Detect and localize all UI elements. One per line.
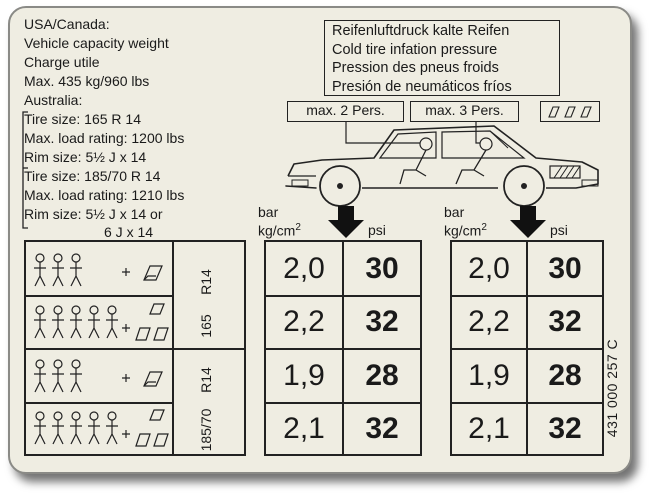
- tire-label-r14-a: R14: [198, 269, 214, 295]
- luggage-icon: [150, 304, 164, 314]
- title-en: Cold tire infation pressure: [332, 41, 498, 58]
- load-rating-2: Max. load rating: 1210 lbs: [24, 187, 185, 203]
- tire-label-185: 185/70: [198, 408, 214, 452]
- front-bar-3: 1,9: [283, 359, 325, 392]
- person-icon: [52, 254, 64, 286]
- luggage-icon: [144, 266, 162, 280]
- luggage-icon: [543, 103, 599, 121]
- luggage-icon: [150, 410, 164, 420]
- rear-bar-1: 2,0: [468, 251, 510, 285]
- load-row-5p-3l: [30, 298, 170, 348]
- rear-psi-4: 32: [548, 411, 582, 445]
- luggage-icon: [144, 372, 162, 386]
- person-icon: [106, 412, 118, 444]
- front-psi-1: 30: [365, 251, 399, 285]
- front-pressure-table: [264, 240, 422, 456]
- person-icon: [52, 412, 64, 444]
- tire-label-r14-b: R14: [198, 367, 214, 393]
- part-number: 431 000 257 C: [604, 338, 620, 438]
- max-load: Max. 435 kg/960 lbs: [24, 73, 150, 89]
- person-icon: [70, 360, 82, 392]
- person-icon: [52, 360, 64, 392]
- rear-psi-1: 30: [548, 251, 582, 285]
- person-icon: [70, 254, 82, 286]
- person-icon: [106, 306, 118, 338]
- australia-bracket: [20, 110, 30, 230]
- arrow-down-icon: [326, 206, 366, 240]
- title-es: Presión de neumáticos fríos: [332, 78, 512, 95]
- luggage-icon: [136, 328, 150, 340]
- load-row-3p-1l-b: [30, 352, 170, 402]
- tire-size-1: Tire size: 165 R 14: [24, 111, 141, 127]
- front-bar-2: 2,2: [283, 305, 325, 338]
- front-unit-kgcm2: $kg/cm^2$: [258, 222, 301, 239]
- title-fr: Pression des pneus froids: [332, 60, 499, 76]
- front-bar-1: 2,0: [283, 251, 325, 285]
- rim-size-1: Rim size: 5½ J x 14: [24, 149, 147, 165]
- rear-psi-2: 32: [548, 305, 582, 338]
- rear-unit-bar: bar: [444, 204, 465, 220]
- rear-bar-4: 2,1: [468, 411, 510, 445]
- rear-unit-psi: psi: [550, 222, 568, 238]
- load-table: [24, 240, 246, 456]
- person-icon: [88, 412, 100, 444]
- luggage-icon: [154, 328, 168, 340]
- two-persons-box: max. 2 Pers.: [287, 101, 404, 122]
- front-psi-2: 32: [365, 305, 399, 338]
- rim-size-2-alt: 6 J x 14: [104, 224, 154, 240]
- charge-utile: Charge utile: [24, 54, 100, 70]
- person-icon: [34, 254, 46, 286]
- front-unit-bar: bar: [258, 204, 279, 220]
- front-psi-4: 32: [365, 411, 399, 445]
- front-bar-4: 2,1: [283, 411, 325, 445]
- load-rating-1: Max. load rating: 1200 lbs: [24, 130, 185, 146]
- person-icon: [70, 412, 82, 444]
- capacity-weight: Vehicle capacity weight: [24, 35, 169, 51]
- person-icon: [52, 306, 64, 338]
- person-icon: [88, 306, 100, 338]
- arrow-down-icon: [508, 206, 548, 240]
- load-row-5p-3l-b: [30, 404, 170, 454]
- person-icon: [70, 306, 82, 338]
- load-row-3p-1l: [30, 246, 170, 296]
- rear-bar-3: 1,9: [468, 359, 510, 392]
- luggage-icon: [154, 434, 168, 446]
- person-icon: [34, 306, 46, 338]
- front-psi-3: 28: [365, 359, 399, 392]
- tire-size-2: Tire size: 185/70 R 14: [24, 168, 161, 184]
- luggage-icon: [136, 434, 150, 446]
- person-icon: [34, 360, 46, 392]
- title-de: Reifenluftdruck kalte Reifen: [332, 23, 510, 39]
- title-box: [324, 20, 560, 96]
- region-australia: Australia:: [24, 92, 83, 108]
- rear-bar-2: 2,2: [468, 305, 510, 338]
- rear-pressure-table: [450, 240, 604, 456]
- person-icon: [34, 412, 46, 444]
- three-persons-box: max. 3 Pers.: [410, 101, 519, 122]
- luggage-box: [540, 101, 600, 122]
- front-unit-psi: psi: [368, 222, 386, 238]
- rim-size-2: Rim size: 5½ J x 14 or: [24, 206, 163, 222]
- rear-unit-kgcm2: $kg/cm^2$: [444, 222, 487, 239]
- region-usa: USA/Canada:: [24, 16, 110, 32]
- tire-label-165: 165: [198, 314, 214, 338]
- rear-psi-3: 28: [548, 359, 582, 392]
